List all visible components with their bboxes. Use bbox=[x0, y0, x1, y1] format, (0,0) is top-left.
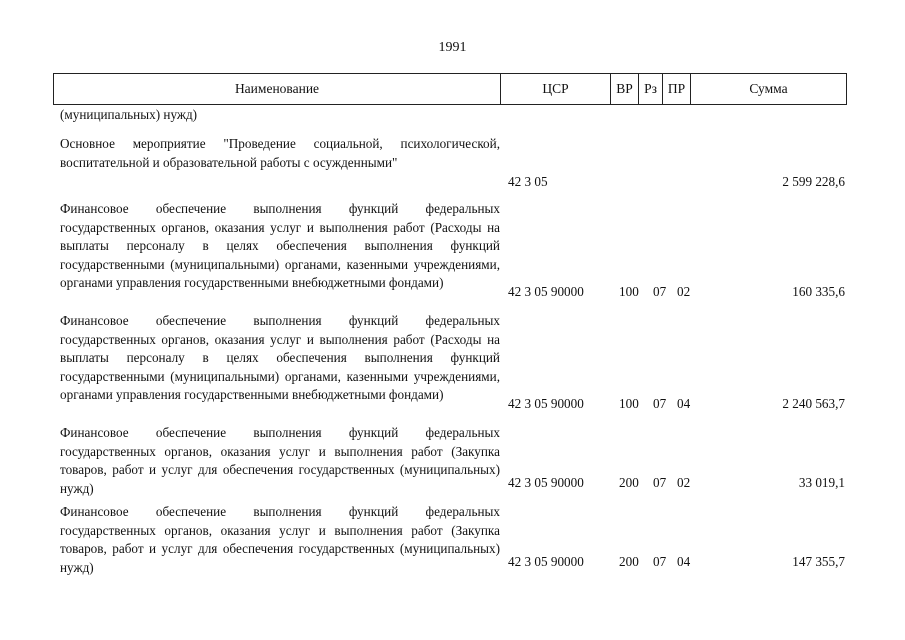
row-vr: 200 bbox=[619, 474, 639, 490]
page-number: 1991 bbox=[438, 40, 467, 55]
row-csr: 42 3 05 90000 bbox=[508, 553, 584, 569]
table-header bbox=[53, 73, 847, 105]
row-pr: 04 bbox=[677, 395, 691, 411]
header-name: Наименование bbox=[54, 74, 501, 104]
table-row bbox=[53, 200, 847, 301]
row-vr: 100 bbox=[619, 283, 639, 299]
row-rz: 07 bbox=[653, 553, 667, 569]
header-rz: Рз bbox=[639, 74, 663, 104]
header-csr: ЦСР bbox=[501, 74, 611, 104]
header-pr: ПР bbox=[663, 74, 691, 104]
row-sum: 2 240 563,7 bbox=[782, 395, 845, 411]
row-name: Финансовое обеспечение выполнения функций федеральных государственных органов, оказания услуг и выполнения работ (Закупка товаров, работ и услуг для обеспечения государственных (муниципальных) нужд) bbox=[60, 425, 500, 496]
table-row bbox=[53, 503, 847, 575]
table-row bbox=[53, 135, 847, 191]
header-vr: ВР bbox=[611, 74, 639, 104]
row-pr: 02 bbox=[677, 474, 691, 490]
row-vr: 100 bbox=[619, 395, 639, 411]
header-sum: Сумма bbox=[749, 81, 788, 96]
row-sum: 160 335,6 bbox=[792, 283, 845, 299]
row-csr: 42 3 05 bbox=[508, 173, 548, 189]
row-name: Основное мероприятие "Проведение социальной, психологической, воспитательной и образовательной работы с осужденными" bbox=[60, 136, 500, 170]
row-name: Финансовое обеспечение выполнения функций федеральных государственных органов, оказания услуг и выполнения работ (Закупка товаров, работ и услуг для обеспечения государственных (муниципальных) нужд) bbox=[60, 504, 500, 575]
row-rz: 07 bbox=[653, 283, 667, 299]
row-rz: 07 bbox=[653, 395, 667, 411]
row-rz: 07 bbox=[653, 474, 667, 490]
row-name: (муниципальных) нужд) bbox=[60, 107, 198, 122]
row-csr: 42 3 05 90000 bbox=[508, 283, 584, 299]
row-pr: 02 bbox=[677, 283, 691, 299]
row-pr: 04 bbox=[677, 553, 691, 569]
table-row bbox=[53, 312, 847, 413]
row-sum: 2 599 228,6 bbox=[782, 173, 845, 189]
table-row bbox=[53, 106, 847, 125]
row-csr: 42 3 05 90000 bbox=[508, 395, 584, 411]
row-sum: 33 019,1 bbox=[798, 474, 845, 490]
row-vr: 200 bbox=[619, 553, 639, 569]
row-name: Финансовое обеспечение выполнения функций федеральных государственных органов, оказания услуг и выполнения работ (Расходы на выплаты персоналу в целях обеспечения выполнения функций государственными (муниципальными) органами, казенными учреждениями, органами управления государственными внебюджетными фондами) bbox=[60, 201, 500, 290]
row-name: Финансовое обеспечение выполнения функций федеральных государственных органов, оказания услуг и выполнения работ (Расходы на выплаты персоналу в целях обеспечения выполнения функций государственными (муниципальными) органами, казенными учреждениями, органами управления государственными внебюджетными фондами) bbox=[60, 313, 500, 402]
table-row bbox=[53, 424, 847, 496]
row-sum: 147 355,7 bbox=[792, 553, 845, 569]
row-csr: 42 3 05 90000 bbox=[508, 474, 584, 490]
